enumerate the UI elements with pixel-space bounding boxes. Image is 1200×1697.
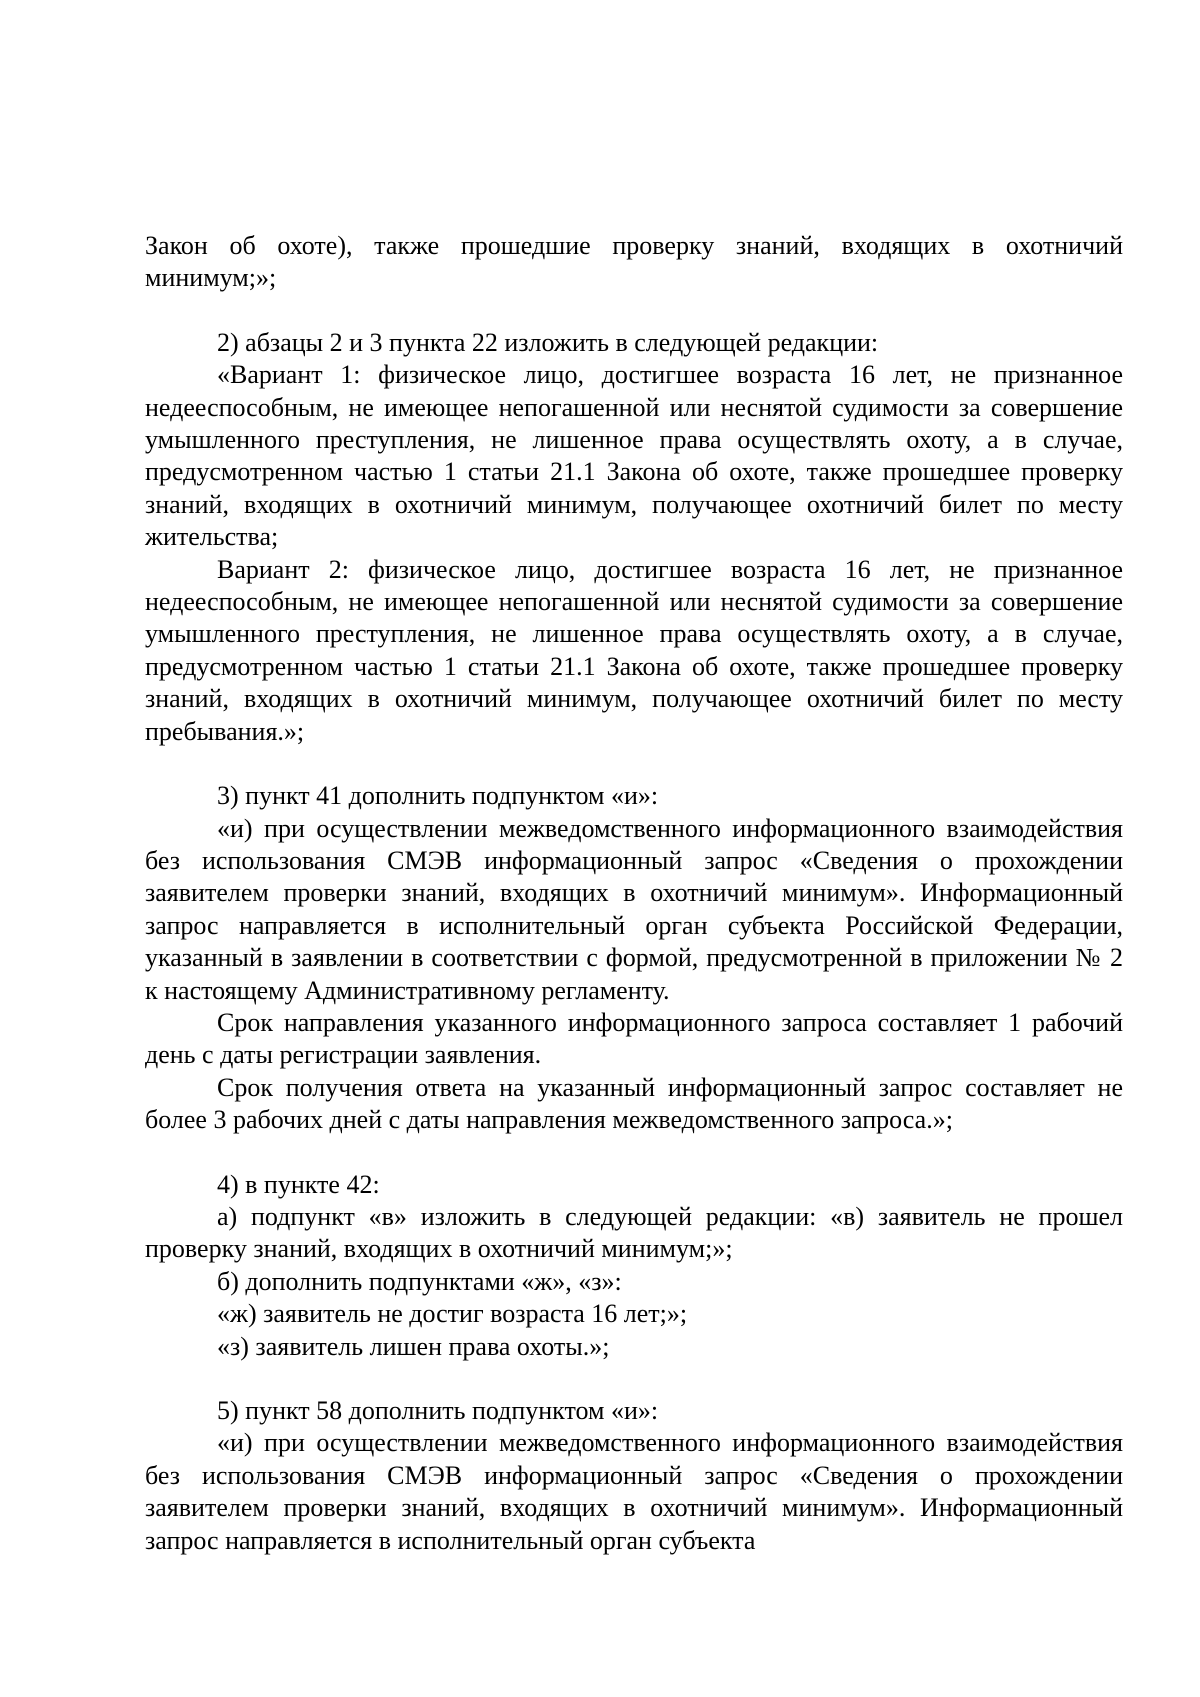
paragraph-gap: [145, 1363, 1123, 1395]
paragraph-item-2: 2) абзацы 2 и 3 пункта 22 изложить в следующей редакции:: [217, 327, 879, 357]
paragraph-continuation: Закон об охоте), также прошедшие проверку знаний, входящих в охотничий минимум;»;: [145, 231, 1123, 293]
paragraph-item-5: 5) пункт 58 дополнить подпунктом «и»:: [217, 1396, 659, 1425]
paragraph-gap: [145, 1137, 1123, 1169]
paragraph-term-response: Срок получения ответа на указанный информационный запрос составляет не более 3 рабочих дней с даты направления межведомственного запроса.»;: [145, 1072, 1123, 1135]
document-page: [145, 230, 1123, 1557]
paragraph-subitem-b: б) дополнить подпунктами «ж», «з»:: [217, 1266, 622, 1296]
paragraph-item-3: 3) пункт 41 дополнить подпунктом «и»:: [217, 781, 659, 811]
paragraph-variant-1: «Вариант 1: физическое лицо, достигшее возраста 16 лет, не признанное недееспособным, не имеющее непогашенной или неснятой судимости за совершение умышленного преступления, не лишенное права осуществлять охоту, а в случае, предусмотренном частью 1 статьи 21.1 Закона об охоте, также прошедшее проверку знаний, входящих в охотничий минимум, получающее охотничий билет по месту жительства;: [145, 360, 1123, 552]
paragraph-gap: [145, 295, 1123, 327]
paragraph-gap: [145, 748, 1123, 780]
paragraph-item-4: 4) в пункте 42:: [217, 1169, 380, 1199]
paragraph-subitem-a: а) подпункт «в» изложить в следующей редакции: «в) заявитель не прошел проверку знаний, входящих в охотничий минимум;»;: [145, 1201, 1123, 1264]
paragraph-term-sending: Срок направления указанного информационного запроса составляет 1 рабочий день с даты регистрации заявления.: [145, 1007, 1123, 1070]
paragraph-variant-2: Вариант 2: физическое лицо, достигшее возраста 16 лет, не признанное недееспособным, не имеющее непогашенной или неснятой судимости за совершение умышленного преступления, не лишенное права осуществлять охоту, а в случае, предусмотренном частью 1 статьи 21.1 Закона об охоте, также прошедшее проверку знаний, входящих в охотничий минимум, получающее охотничий билет по месту пребывания.»;: [145, 554, 1123, 746]
paragraph-subitem-zh: «ж) заявитель не достиг возраста 16 лет;»;: [217, 1299, 688, 1329]
paragraph-subitem-i-2: «и) при осуществлении межведомственного информационного взаимодействия без использования СМЭВ информационный запрос «Сведения о прохождении заявителем проверки знаний, входящих в охотничий минимум». Информационный запрос направляется в исполнительный орган субъекта: [145, 1428, 1123, 1555]
paragraph-subitem-z: «з) заявитель лишен права охоты.»;: [217, 1331, 610, 1361]
paragraph-subitem-i: «и) при осуществлении межведомственного информационного взаимодействия без использования СМЭВ информационный запрос «Сведения о прохождении заявителем проверки знаний, входящих в охотничий минимум». Информационный запрос направляется в исполнительный орган субъекта Российской Федерации, указанный в заявлении в соответствии с формой, предусмотренной в приложении № 2 к настоящему Административному регламенту.: [145, 813, 1123, 1005]
